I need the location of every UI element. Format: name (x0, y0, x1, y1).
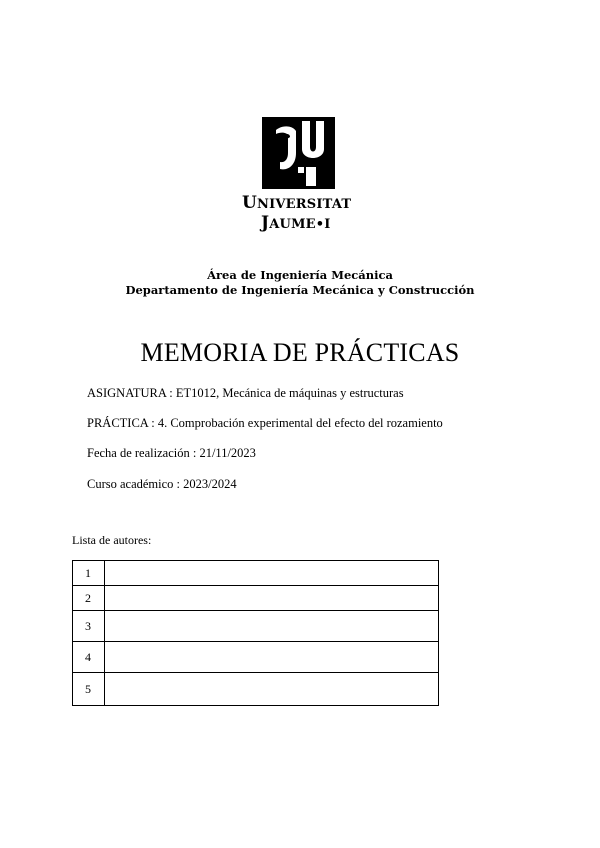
university-name-line2: JAUME•I (261, 213, 331, 233)
author-number: 5 (73, 673, 105, 706)
author-number: 1 (73, 561, 105, 586)
authors-list-label: Lista de autores: (72, 533, 152, 547)
authors-table (72, 560, 439, 706)
table-row (73, 611, 439, 642)
area-heading: Área de Ingeniería Mecánica (207, 268, 393, 282)
author-name-cell[interactable] (105, 611, 439, 642)
author-name-cell[interactable] (105, 673, 439, 706)
table-row (73, 673, 439, 706)
author-number: 2 (73, 586, 105, 611)
table-row (73, 586, 439, 611)
document-title: MEMORIA DE PRÁCTICAS (140, 338, 460, 367)
curso-field: Curso académico : 2023/2024 (87, 477, 237, 491)
author-name-cell[interactable] (105, 561, 439, 586)
university-logo-emblem (262, 117, 335, 189)
university-name (242, 194, 362, 234)
table-row (73, 561, 439, 586)
department-heading: Departamento de Ingeniería Mecánica y Construcción (125, 283, 475, 297)
university-name-line1: UNIVERSITAT (242, 193, 352, 213)
author-number: 3 (73, 611, 105, 642)
author-name-cell[interactable] (105, 642, 439, 673)
practica-field: PRÁCTICA : 4. Comprobación experimental del efecto del rozamiento (87, 416, 443, 430)
table-row (73, 642, 439, 673)
asignatura-field: ASIGNATURA : ET1012, Mecánica de máquinas y estructuras (87, 386, 404, 400)
fecha-field: Fecha de realización : 21/11/2023 (87, 446, 256, 460)
author-name-cell[interactable] (105, 586, 439, 611)
author-number: 4 (73, 642, 105, 673)
